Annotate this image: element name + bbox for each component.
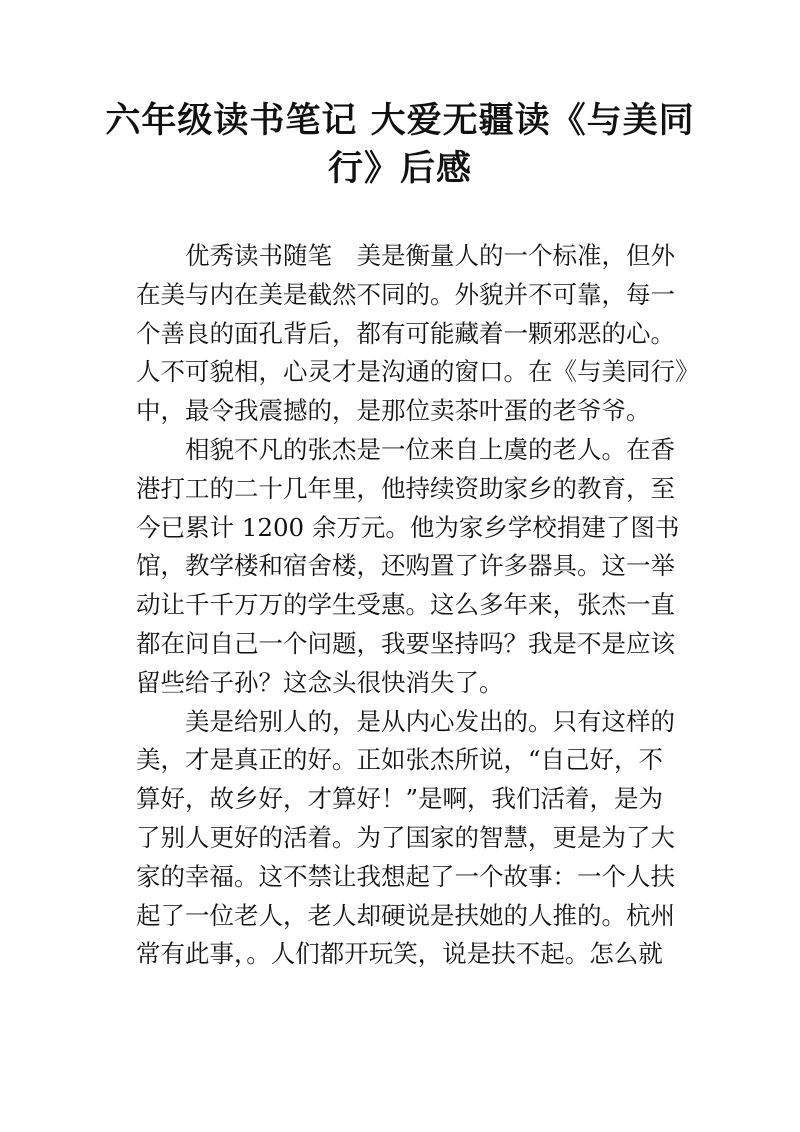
paragraph-1-line-1: 优秀读书随笔 美是衡量人的一个标准，但外 [185,241,675,270]
title-line: 行》后感 [327,149,472,189]
paragraph-1-line-3: 个善良的面孔背后，都有可能藏着一颗邪恶的心。 [136,318,675,348]
paragraph-2-line-4: 馆，教学楼和宿舍楼，还购置了许多器具。这一举 [136,551,675,581]
paragraph-1-line-5: 中，最令我震撼的，是那位卖茶叶蛋的老爷爷。 [136,396,651,426]
paragraph-3-line-5: 家的幸福。这不禁让我想起了一个故事：一个人扶 [136,861,675,891]
title-line: 六年级读书笔记 大爱无疆读《与美同 [105,101,695,141]
paragraph-2-line-1: 相貌不凡的张杰是一位来自上虞的老人。在香 [185,434,675,464]
paragraph-2-line-3: 今已累计 1200 余万元。他为家乡学校捐建了图书 [136,512,680,542]
paragraph-1-line-2: 在美与内在美是截然不同的。外貌并不可靠，每一 [136,279,675,309]
paragraph-1-line-4: 人不可貌相，心灵才是沟通的窗口。在《与美同行》 [136,357,700,387]
paragraph-3-line-1: 美是给别人的，是从内心发出的。只有这样的 [185,706,675,736]
paragraph-2-line-2: 港打工的二十几年里，他持续资助家乡的教育，至 [136,473,675,503]
paragraph-3-line-2: 美，才是真正的好。正如张杰所说，“自己好，不 [136,745,664,775]
paragraph-3-line-6: 起了一位老人，老人却硬说是扶她的人推的。杭州 [136,900,675,930]
paragraph-2-line-6: 都在问自己一个问题，我要坚持吗？我是不是应该 [136,628,675,658]
body-text [136,237,700,974]
paragraph-3-line-7: 常有此事，。人们都开玩笑，说是扶不起。怎么就 [136,939,663,969]
paragraph-3-line-3: 算好，故乡好，才算好！”是啊，我们活着，是为 [136,784,664,814]
paragraph-2-line-7: 留些给子孙？这念头很快消失了。 [136,667,504,697]
paragraph-3-line-4: 了别人更好的活着。为了国家的智慧，更是为了大 [136,822,675,852]
paragraph-2-line-5: 动让千千万万的学生受惠。这么多年来，张杰一直 [136,590,675,620]
page-title [100,97,700,193]
